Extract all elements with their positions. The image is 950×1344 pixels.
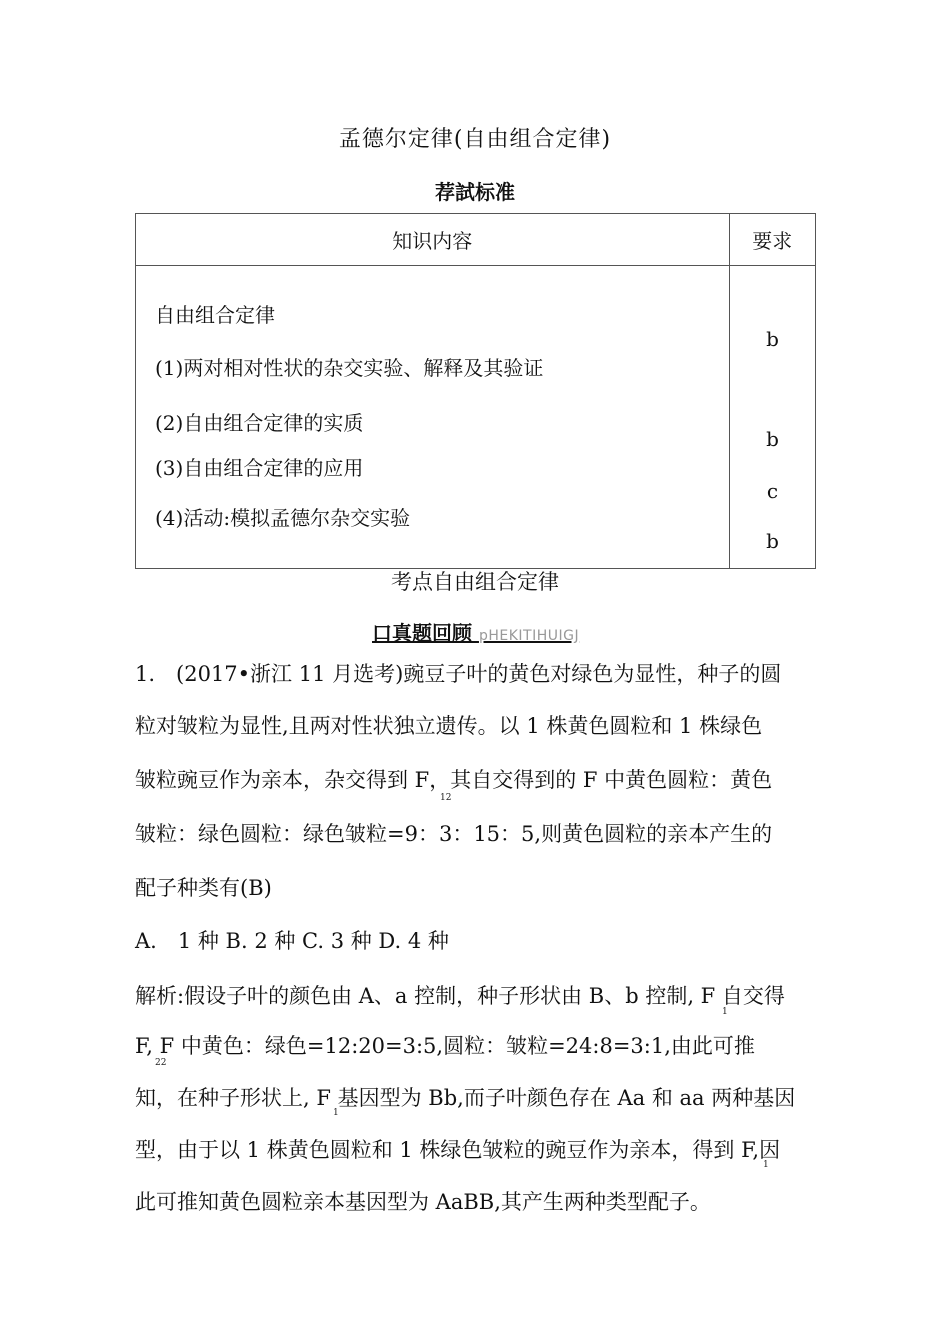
requirement-cell	[731, 267, 815, 567]
subscript: 22	[155, 1058, 167, 1068]
list-item: (1)两对相对性状的杂交实验、解释及其验证	[155, 356, 544, 380]
subscript: 1	[333, 1108, 339, 1118]
section-title: 考点自由组合定律	[391, 570, 559, 594]
page-title: 孟德尔定律(自由组合定律)	[338, 127, 612, 152]
review-heading	[372, 617, 579, 646]
requirement-value: c	[766, 479, 779, 503]
subscript: 12	[440, 793, 452, 803]
subscript: 1	[722, 1007, 728, 1017]
review-pinyin: pHEKITIHUIGJ	[478, 628, 580, 644]
list-item: (4)活动:模拟孟德尔杂交实验	[155, 506, 411, 530]
content-cell	[137, 267, 728, 567]
review-label: 口真题回顾	[372, 621, 472, 645]
table-row	[136, 266, 816, 569]
requirement-value: b	[766, 529, 779, 553]
analysis-line: F, F 中黄色：绿色=12:20=3:5,圆粒：皱粒=24:8=3:1,由此可推	[135, 1034, 755, 1058]
requirement-value: b	[766, 427, 779, 451]
question-line: 皱粒豌豆作为亲本，杂交得到 F，其自交得到的 F 中黄色圆粒：黄色	[135, 768, 773, 792]
header-requirement: 要求	[729, 214, 816, 266]
question-line: 粒对皱粒为显性,且两对性状独立遗传。以 1 株黄色圆粒和 1 株绿色	[135, 714, 763, 738]
header-content: 知识内容	[136, 214, 730, 266]
analysis-line: 型，由于以 1 株黄色圆粒和 1 株绿色皱粒的豌豆作为亲本，得到 F,因	[135, 1138, 781, 1162]
analysis-line: 知，在种子形状上, F 基因型为 Bb,而子叶颜色存在 Aa 和 aa 两种基因	[135, 1086, 796, 1110]
analysis-line: 解析:假设子叶的颜色由 A、a 控制，种子形状由 B、b 控制, F 自交得	[135, 984, 785, 1008]
table-header-row	[136, 214, 816, 266]
question-line: 配子种类有(B)	[135, 876, 272, 900]
list-item: (2)自由组合定律的实质	[155, 411, 364, 435]
section-subtitle: 荐試标准	[435, 180, 515, 204]
question-line: 1. (2017•浙江 11 月选考)豌豆子叶的黄色对绿色为显性，种子的圆	[135, 662, 782, 686]
answer-options: A. 1 种 B. 2 种 C. 3 种 D. 4 种	[135, 929, 449, 953]
requirement-value: b	[766, 327, 779, 351]
list-item: (3)自由组合定律的应用	[155, 456, 364, 480]
list-item: 自由组合定律	[155, 303, 275, 327]
analysis-line: 此可推知黄色圆粒亲本基因型为 AaBB,其产生两种类型配子。	[135, 1190, 711, 1214]
subscript: 1	[763, 1160, 769, 1170]
question-line: 皱粒：绿色圆粒：绿色皱粒=9：3：15：5,则黄色圆粒的亲本产生的	[135, 822, 773, 846]
standard-table	[135, 213, 816, 569]
